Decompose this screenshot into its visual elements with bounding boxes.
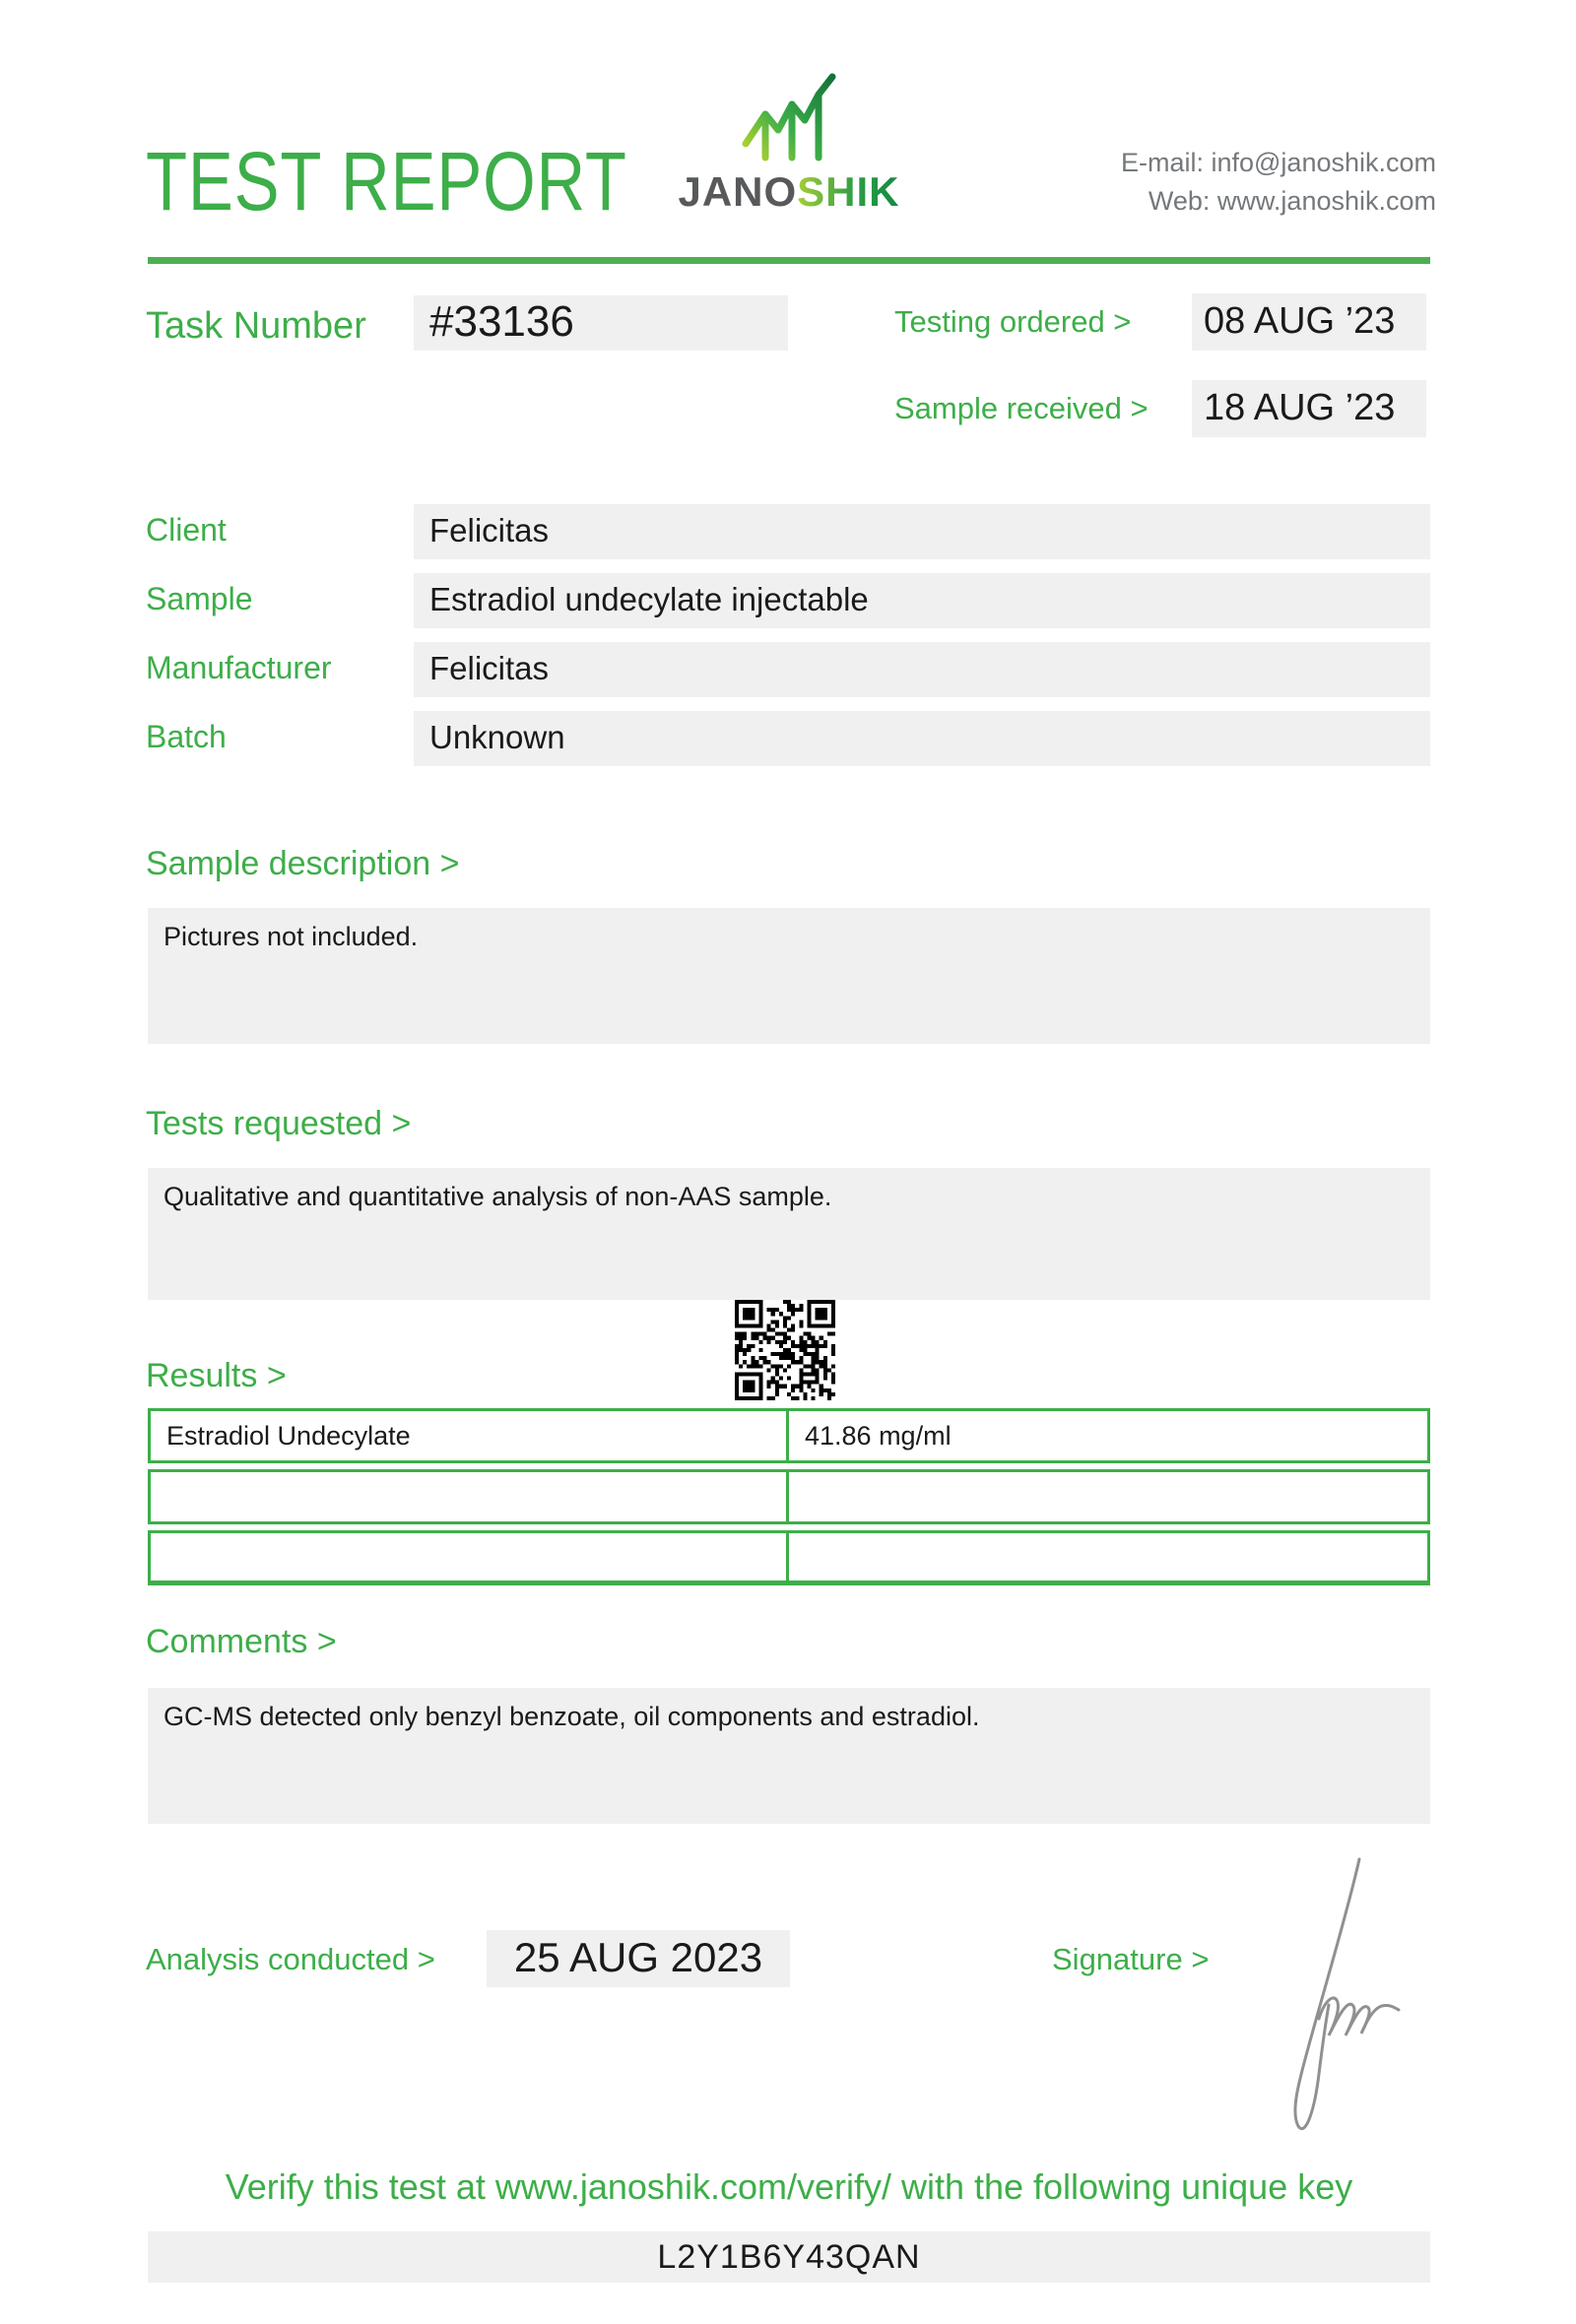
manufacturer-label: Manufacturer (146, 650, 332, 685)
sample-received-row (894, 380, 1426, 437)
tests-requested-text: Qualitative and quantitative analysis of non-AAS sample. (164, 1182, 832, 1211)
sample-label: Sample (146, 581, 253, 616)
logo-jano: JANO (678, 168, 798, 215)
manufacturer-value: Felicitas (414, 642, 1430, 697)
web-value: www.janoshik.com (1216, 186, 1436, 216)
table-row (148, 1530, 1430, 1585)
verify-key: L2Y1B6Y43QAN (148, 2231, 1430, 2283)
result-value (789, 1472, 1427, 1521)
comments-text: GC-MS detected only benzyl benzoate, oil components and estradiol. (164, 1702, 980, 1731)
web-label: Web: (1148, 186, 1211, 216)
results-heading: Results > (146, 1357, 287, 1394)
logo-shik: SHIK (797, 168, 900, 215)
table-row (148, 1408, 1430, 1463)
tests-requested-box (148, 1168, 1430, 1300)
batch-label: Batch (146, 719, 227, 754)
result-substance (151, 1472, 789, 1521)
result-value (789, 1533, 1427, 1581)
qr-code (735, 1300, 835, 1400)
page-title: TEST REPORT (146, 135, 627, 227)
result-value: 41.86 mg/ml (805, 1421, 952, 1451)
detail-row-client (146, 504, 1430, 559)
testing-ordered-label: Testing ordered > (894, 304, 1132, 339)
janoshik-logo (666, 71, 912, 213)
logo-wordmark (666, 168, 912, 215)
header-divider (148, 257, 1430, 264)
verify-instructions: Verify this test at www.janoshik.com/verify/ with the following unique key (225, 2166, 1353, 2207)
contact-web-line (1121, 182, 1436, 221)
task-number-label: Task Number (146, 305, 366, 347)
testing-ordered-row (894, 293, 1426, 351)
sample-description-heading: Sample description > (146, 845, 460, 882)
results-table (148, 1408, 1430, 1591)
signature-label: Signature > (1052, 1942, 1210, 1976)
sample-description-text: Pictures not included. (164, 922, 419, 951)
client-value: Felicitas (414, 504, 1430, 559)
detail-row-batch (146, 711, 1430, 766)
analysis-conducted-date: 25 AUG 2023 (487, 1930, 790, 1987)
contact-email-line (1121, 144, 1436, 182)
batch-value: Unknown (414, 711, 1430, 766)
sample-description-box (148, 908, 1430, 1044)
comments-heading: Comments > (146, 1623, 337, 1660)
sample-received-label: Sample received > (894, 391, 1149, 425)
sample-received-value: 18 AUG ’23 (1192, 380, 1426, 437)
tests-requested-heading: Tests requested > (146, 1105, 412, 1142)
email-label: E-mail: (1120, 148, 1204, 177)
sample-value: Estradiol undecylate injectable (414, 573, 1430, 628)
result-substance: Estradiol Undecylate (151, 1411, 789, 1460)
signature-scribble (1263, 1849, 1401, 2140)
sample-details (146, 504, 1430, 780)
result-substance (151, 1533, 789, 1581)
detail-row-manufacturer (146, 642, 1430, 697)
email-value: info@janoshik.com (1211, 148, 1436, 177)
logo-chart-growth-icon (666, 71, 912, 165)
analysis-conducted-label: Analysis conducted > (146, 1942, 435, 1976)
detail-row-sample (146, 573, 1430, 628)
contact-block (1121, 144, 1436, 221)
comments-box (148, 1688, 1430, 1824)
task-number-value: #33136 (414, 295, 788, 351)
table-row (148, 1469, 1430, 1524)
client-label: Client (146, 512, 227, 548)
testing-ordered-value: 08 AUG ’23 (1192, 293, 1426, 351)
